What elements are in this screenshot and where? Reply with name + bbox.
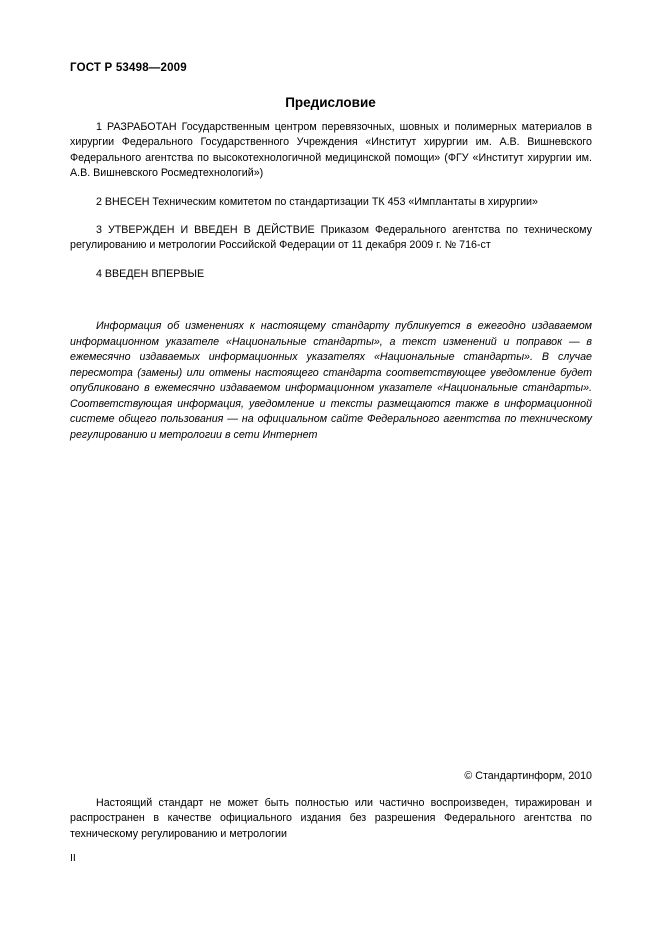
preface-item-1: 1 РАЗРАБОТАН Государственным центром перевязочных, шовных и полимерных материалов в хирургии Федерального Государственного Учреждения «Институт хирургии им. А.В. Вишневского Федерального агентства по высокотехнологичной медицинской помощи» (ФГУ «Институт хирургии им. А.В. Вишневского Росмедтехнологий») <box>70 121 592 180</box>
preface-item-4: 4 ВВЕДЕН ВПЕРВЫЕ <box>96 267 205 280</box>
reproduction-notice: Настоящий стандарт не может быть полностью или частично воспроизведен, тиражирован и распространен в качестве официального издания без разрешения Федерального агентства по техническому регулированию и метрологии <box>70 797 592 840</box>
page-number: II <box>70 852 76 864</box>
preface-body <box>70 120 592 443</box>
amendment-note: Информация об изменениях к настоящему стандарту публикуется в ежегодно издаваемом информационном указателе «Национальные стандарты», а текст изменений и поправок — в ежемесячно издаваемых информационных указателях «Национальные стандарты». В случае пересмотра (замены) или отмены настоящего стандарта соответствующее уведомление будет опубликовано в ежемесячно издаваемом информационном указателе «Национальные стандарты». Соответствующая информация, уведомление и тексты размещаются также в информационной системе общего пользования — на официальном сайте Федерального агентства по техническому регулированию и метрологии в сети Интернет <box>70 320 592 441</box>
preface-item-2: 2 ВНЕСЕН Техническим комитетом по стандартизации ТК 453 «Имплантаты в хирургии» <box>96 195 538 208</box>
preface-item-3: 3 УТВЕРЖДЕН И ВВЕДЕН В ДЕЙСТВИЕ Приказом Федерального агентства по техническому регулированию и метрологии Российской Федерации от 11 декабря 2009 г. № 716-ст <box>70 224 592 252</box>
standard-number: ГОСТ Р 53498—2009 <box>70 62 187 74</box>
amendment-note-block <box>70 319 592 443</box>
page-title: Предисловие <box>285 95 376 110</box>
copyright-line: © Стандартинформ, 2010 <box>464 770 592 782</box>
